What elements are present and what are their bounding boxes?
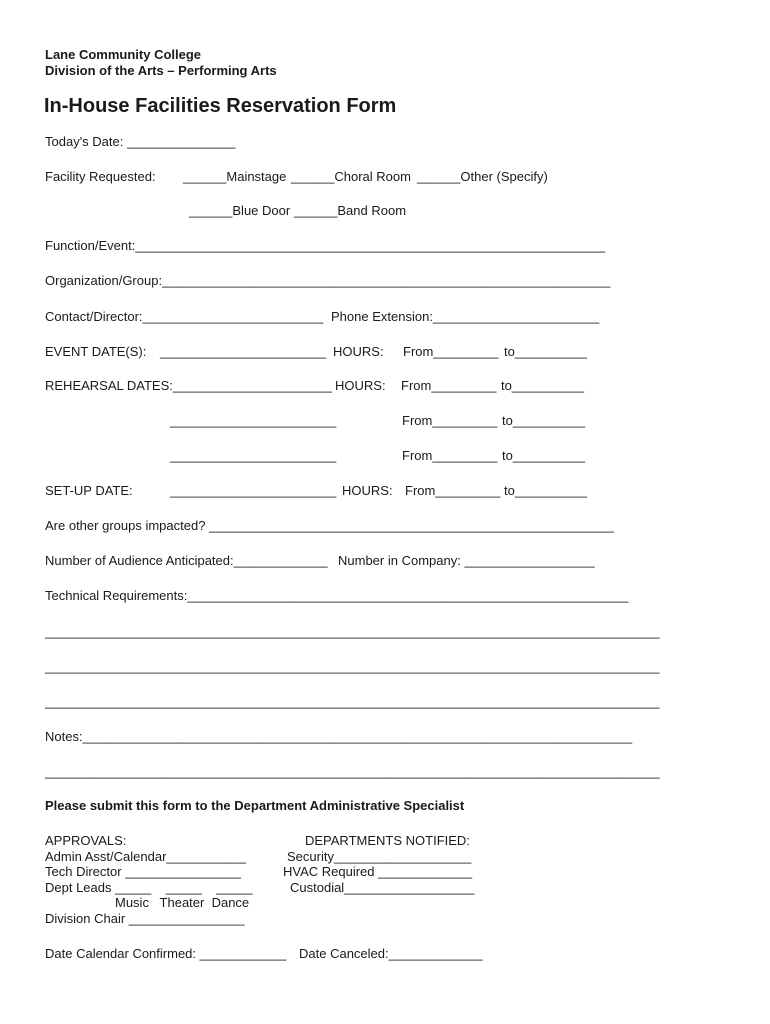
setup-hours-to-field[interactable]: to__________ bbox=[504, 483, 588, 498]
rehearsal-row2-to-field[interactable]: to__________ bbox=[502, 413, 586, 428]
other-groups-field[interactable]: Are other groups impacted? ________________________________________________________ bbox=[45, 518, 614, 533]
approvals-heading: APPROVALS: bbox=[45, 833, 127, 848]
date-canceled-field[interactable]: Date Canceled:_____________ bbox=[299, 946, 483, 961]
departments-notified-heading: DEPARTMENTS NOTIFIED: bbox=[305, 833, 470, 848]
number-in-company-field[interactable]: Number in Company: __________________ bbox=[338, 553, 595, 568]
division-chair-field[interactable]: Division Chair ________________ bbox=[45, 911, 245, 926]
rehearsal-dates-field[interactable]: REHEARSAL DATES:______________________ bbox=[45, 378, 332, 393]
phone-extension-field[interactable]: Phone Extension:_______________________ bbox=[331, 309, 600, 324]
technical-line-3[interactable]: _____________________________________________________________________________________ bbox=[45, 694, 660, 709]
facility-option-choral-room[interactable]: ______Choral Room bbox=[291, 169, 411, 184]
facility-option-mainstage[interactable]: ______Mainstage bbox=[183, 169, 287, 184]
technical-line-1[interactable]: _____________________________________________________________________________________ bbox=[45, 624, 660, 639]
facility-option-band-room[interactable]: ______Band Room bbox=[294, 203, 407, 218]
rehearsal-row3-to-field[interactable]: to__________ bbox=[502, 448, 586, 463]
facility-option-other[interactable]: ______Other (Specify) bbox=[417, 169, 548, 184]
date-calendar-confirmed-field[interactable]: Date Calendar Confirmed: ____________ bbox=[45, 946, 287, 961]
custodial-field[interactable]: Custodial__________________ bbox=[290, 880, 475, 895]
facility-requested-label: Facility Requested: bbox=[45, 169, 156, 184]
todays-date-field[interactable]: Today's Date: _______________ bbox=[45, 134, 236, 149]
rehearsal-hours-from-field[interactable]: From_________ bbox=[401, 378, 497, 393]
division-name: Division of the Arts – Performing Arts bbox=[45, 63, 277, 78]
notes-line-1[interactable]: _____________________________________________________________________________________ bbox=[45, 764, 660, 779]
college-name: Lane Community College bbox=[45, 47, 202, 62]
contact-director-field[interactable]: Contact/Director:_________________________ bbox=[45, 309, 324, 324]
dept-leads-field[interactable]: Dept Leads _____ _____ _____ bbox=[45, 880, 253, 895]
tech-director-field[interactable]: Tech Director ________________ bbox=[45, 864, 241, 879]
facility-option-blue-door[interactable]: ______Blue Door bbox=[189, 203, 291, 218]
event-hours-from-field[interactable]: From_________ bbox=[403, 344, 499, 359]
setup-hours-label: HOURS: bbox=[342, 483, 393, 498]
rehearsal-date-row3-field[interactable]: _______________________ bbox=[170, 448, 337, 463]
rehearsal-date-row2-field[interactable]: _______________________ bbox=[170, 413, 337, 428]
admin-asst-calendar-field[interactable]: Admin Asst/Calendar___________ bbox=[45, 849, 246, 864]
technical-line-2[interactable]: _____________________________________________________________________________________ bbox=[45, 659, 660, 674]
technical-requirements-field[interactable]: Technical Requirements:_____________________________________________________________ bbox=[45, 588, 629, 603]
rehearsal-hours-label: HOURS: bbox=[335, 378, 386, 393]
dept-leads-labels: Music Theater Dance bbox=[115, 895, 250, 910]
setup-hours-from-field[interactable]: From_________ bbox=[405, 483, 501, 498]
event-hours-label: HOURS: bbox=[333, 344, 384, 359]
hvac-required-field[interactable]: HVAC Required _____________ bbox=[283, 864, 473, 879]
audience-anticipated-field[interactable]: Number of Audience Anticipated:_____________ bbox=[45, 553, 328, 568]
rehearsal-row3-from-field[interactable]: From_________ bbox=[402, 448, 498, 463]
organization-group-field[interactable]: Organization/Group:______________________________________________________________ bbox=[45, 273, 611, 288]
event-dates-field[interactable]: _______________________ bbox=[160, 344, 327, 359]
submit-instruction: Please submit this form to the Department Administrative Specialist bbox=[45, 798, 465, 813]
setup-date-field[interactable]: _______________________ bbox=[170, 483, 337, 498]
function-event-field[interactable]: Function/Event:_________________________________________________________________ bbox=[45, 238, 606, 253]
form-title: In-House Facilities Reservation Form bbox=[44, 95, 397, 117]
event-hours-to-field[interactable]: to__________ bbox=[504, 344, 588, 359]
security-field[interactable]: Security___________________ bbox=[287, 849, 472, 864]
rehearsal-hours-to-field[interactable]: to__________ bbox=[501, 378, 585, 393]
event-dates-label: EVENT DATE(S): bbox=[45, 344, 147, 359]
rehearsal-row2-from-field[interactable]: From_________ bbox=[402, 413, 498, 428]
setup-date-label: SET-UP DATE: bbox=[45, 483, 133, 498]
notes-field[interactable]: Notes:____________________________________________________________________________ bbox=[45, 729, 633, 744]
